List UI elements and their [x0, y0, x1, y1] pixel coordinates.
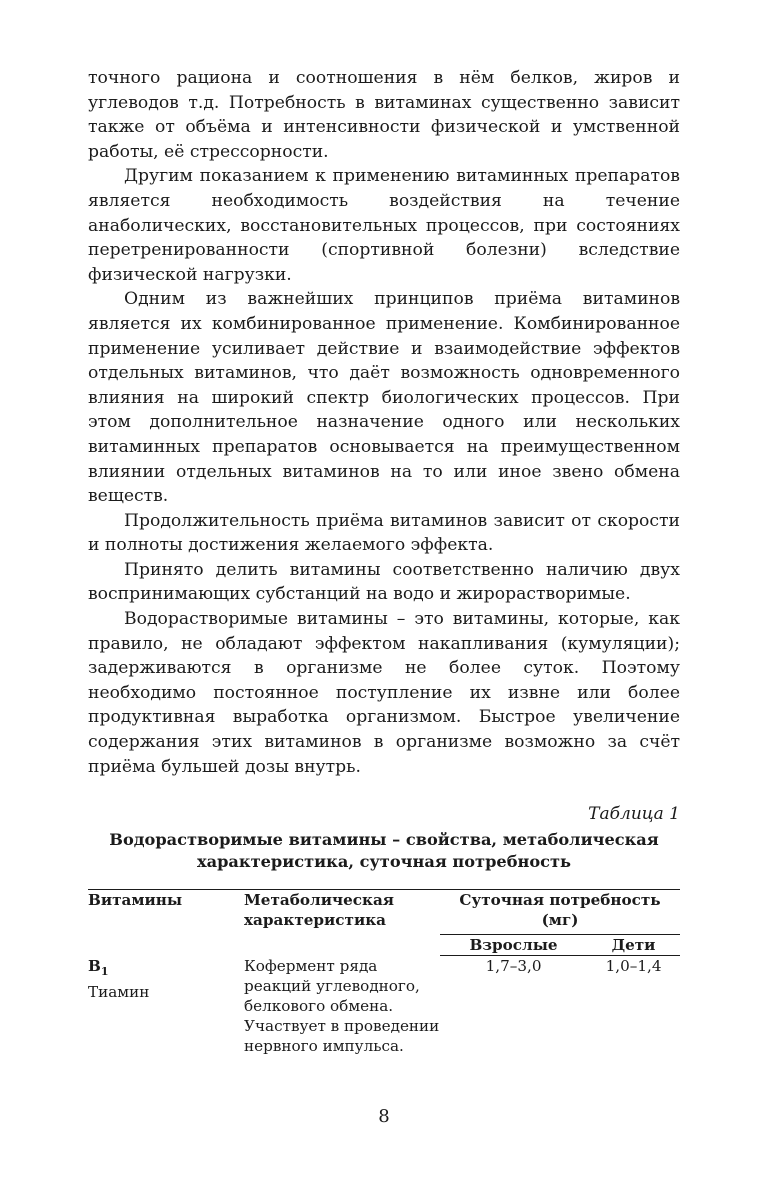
paragraph: Продолжительность приёма витаминов зависит от скорости и полноты достижения желаемого эффекта.: [88, 510, 680, 556]
paragraph: Одним из важнейших принципов приёма витаминов является их комбинированное применение. Комбинированное применение усиливает действие и взаимодействие эффектов отдельных витаминов, что даёт возможность одновременного влияния на широкий спектр биологических процессов. При этом дополнительное назначение одного или нескольких витаминных препаратов основывается на преимущественном влиянии отдельных витаминов на то или иное звено обмена веществ.: [88, 289, 680, 507]
page-number: 8: [378, 1106, 390, 1127]
table-title: Водорастворимые витамины – свойства, метаболическая характеристика, суточная потребность: [109, 830, 659, 872]
children-value: 1,0–1,4: [605, 957, 662, 976]
adults-value: 1,7–3,0: [485, 957, 542, 976]
vitamin-code: $B_1$: [88, 956, 109, 978]
vitamin-name: Тиамин: [88, 982, 150, 1001]
vitamin-cell: [88, 956, 244, 1056]
header-children: Дети: [587, 935, 680, 956]
paragraph: Другим показанием к применению витаминных препаратов является необходимость воздействия на течение анаболических, восстановительных процессов, при состояниях перетренированности (спортивной болезни) вследствие физической нагрузки.: [88, 166, 680, 285]
paragraph: точного рациона и соотношения в нём белков, жиров и углеводов т.д. Потребность в витаминах существенно зависит также от объёма и интенсивности физической и умственной работы, её стрессорности.: [88, 68, 680, 162]
header-adults: Взрослые: [440, 935, 587, 956]
header-metabolic: Метаболическая характеристика: [244, 890, 440, 956]
header-vitamins: Витамины: [88, 890, 244, 956]
table-caption: Таблица 1: [588, 804, 680, 825]
paragraph: Принято делить витамины соответственно наличию двух воспринимающих субстанций на водо и жирорастворимые.: [88, 559, 680, 605]
vitamins-table: [88, 889, 680, 1056]
body-text: [88, 66, 680, 779]
header-daily-need: Суточная потребность (мг): [440, 890, 680, 935]
page-content: [88, 66, 680, 1056]
table-header-row: [88, 890, 680, 935]
paragraph: Водорастворимые витамины – это витамины, которые, как правило, не обладают эффектом накапливания (кумуляции); задерживаются в организме не более суток. Поэтому необходимо постоянное поступление их извне или более продуктивная выработка организмом. Быстрое увеличение содержания этих витаминов в организме возможно за счёт приёма бульшей дозы внутрь.: [88, 609, 680, 777]
table-row: [88, 956, 680, 1056]
vitamin-description: Кофермент ряда реакций углеводного, белкового обмена. Участвует в проведении нервного импульса.: [244, 956, 440, 1055]
